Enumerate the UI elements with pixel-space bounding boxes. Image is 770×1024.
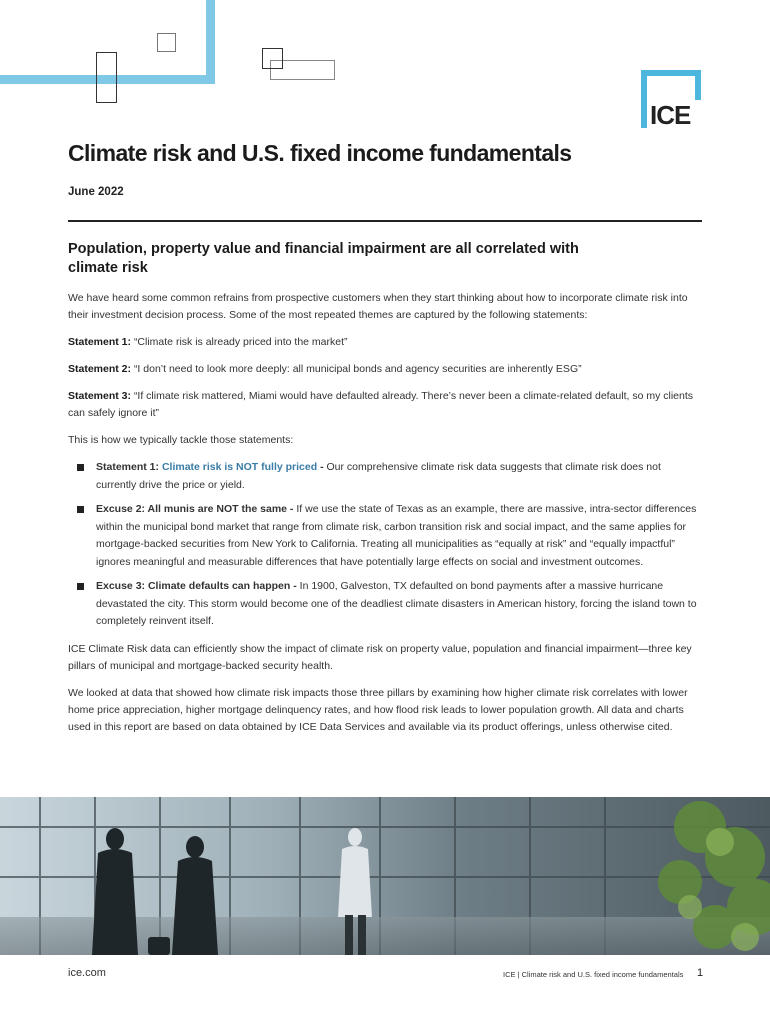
logo-frame-left (641, 70, 647, 128)
statement-label: Statement 2: (68, 363, 132, 375)
statement-label: Statement 3: (68, 390, 132, 402)
section-heading (68, 240, 704, 278)
publication-date: June 2022 (68, 186, 124, 198)
methodology-paragraph: We looked at data that showed how climate risk impacts those three pillars by examining how higher climate risk correlates with lower home price appreciation, higher mortgage delinquency rates, and how flood risk leads to lower population growth. All data and charts used in this report are based on data obtained by ICE Data Services and available via its product offerings, unless otherwise cited. (68, 686, 688, 733)
response-list (68, 459, 704, 631)
decorative-blue-bar-vertical (206, 0, 215, 84)
statement-1 (68, 334, 704, 351)
photo-illustration (0, 797, 770, 955)
intro-paragraph: We have heard some common refrains from prospective customers when they start thinking about how to incorporate climate risk into their investment decision process. Some of the most repeated themes are captured by the following statements: (68, 292, 688, 321)
climate-risk-not-priced-link[interactable]: Climate risk is NOT fully priced (161, 461, 318, 473)
list-item (68, 459, 704, 494)
bullet-text: In 1900, Galveston, TX defaulted on bond payments after a massive hurricane devastated the city. This storm would become one of the deadliest climate disasters in American history, forcing the island town to completely reinvent itself. (96, 580, 697, 627)
tackle-intro: This is how we typically tackle those statements: (68, 434, 294, 446)
bullet-label: Excuse 2: All munis are NOT the same - (96, 503, 297, 515)
main-content (68, 240, 704, 746)
page-number: 1 (697, 967, 704, 979)
header-divider (68, 220, 702, 222)
statement-text: “Climate risk is already priced into the market” (133, 336, 348, 348)
logo-text: ICE (650, 100, 691, 130)
statement-text: “If climate risk mattered, Miami would have defaulted already. There’s never been a climate-related default, so my clients can safely ignore it” (68, 390, 694, 419)
bullet-dash: - (317, 461, 327, 473)
bullet-text: Our comprehensive climate risk data suggests that climate risk does not currently drive the price or yield. (96, 461, 661, 491)
list-item (68, 578, 704, 631)
statement-text: “I don’t need to look more deeply: all municipal bonds and agency securities are inherently ESG” (133, 363, 582, 375)
decorative-square (262, 48, 283, 69)
business-people-photo (0, 797, 770, 955)
bullet-label: Excuse 3: Climate defaults can happen - (96, 580, 300, 592)
bullet-label: Statement 1: (96, 461, 160, 473)
ice-logo (641, 70, 703, 132)
list-item (68, 501, 704, 571)
section-heading-line-1: Population, property value and financial impairment are all correlated with (68, 241, 579, 257)
bullet-square-icon (77, 506, 84, 513)
decorative-square (157, 33, 176, 52)
statement-3 (68, 388, 704, 422)
page-title: Climate risk and U.S. fixed income fundamentals (68, 140, 572, 166)
logo-frame-top (641, 70, 701, 76)
pillars-paragraph: ICE Climate Risk data can efficiently show the impact of climate risk on property value, population and financial impairment—three key pillars of municipal and mortgage-backed security health. (68, 642, 692, 672)
logo-frame-right (695, 70, 701, 100)
statement-label: Statement 1: (68, 336, 132, 348)
footer-site[interactable]: ice.com (68, 967, 106, 979)
section-heading-line-2: climate risk (68, 260, 148, 276)
footer-doc-title: ICE | Climate risk and U.S. fixed income fundamentals (503, 970, 684, 979)
statement-2 (68, 361, 704, 378)
bullet-square-icon (77, 464, 84, 471)
decorative-bar (96, 52, 117, 103)
bullet-square-icon (77, 583, 84, 590)
bullet-text: If we use the state of Texas as an example, there are massive, intra-sector differences within the municipal bond market that range from climate risk, carbon transition risk and social impact, and the same applies for mortgage-backed securities from New York to California. Treating all municipalities as “equally at risk” and “equally impactful” ignores meaningful and measurable differences that have potentially large effects on social and investment outcomes. (96, 503, 697, 568)
